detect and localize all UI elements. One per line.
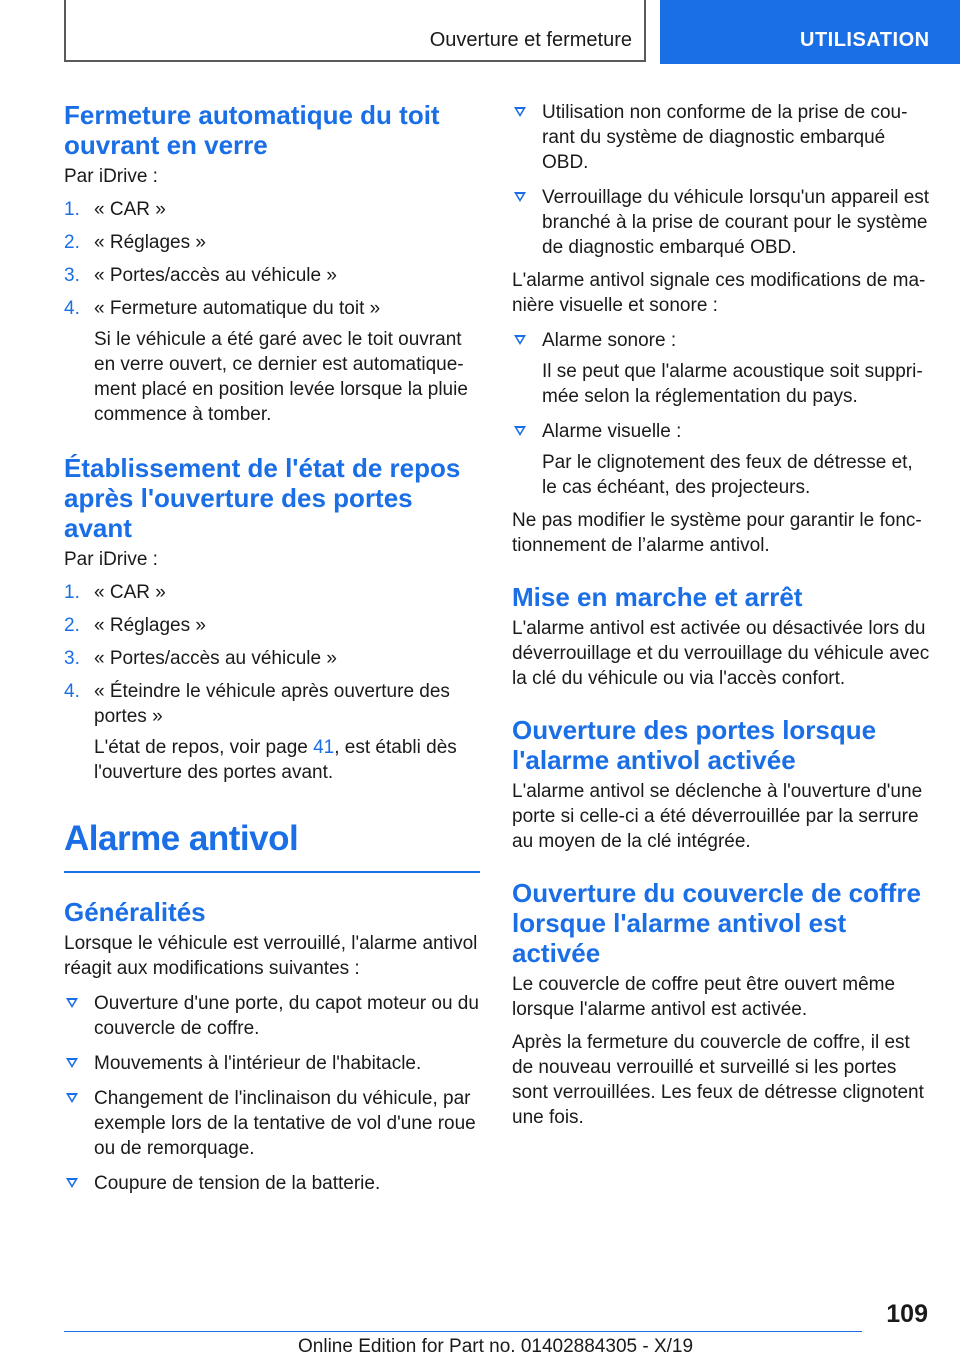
page-number: 109: [886, 1300, 928, 1328]
list-item: Coupure de tension de la batterie.: [64, 1171, 480, 1196]
heading-etat-repos: Établissement de l'état de repos après l'ouverture des portes avant: [64, 453, 461, 543]
step: 4. « Éteindre le véhicule après ouverture des portes » L'état de repos, voir page 41, est établi dès l'ouverture des portes avant.: [64, 679, 480, 785]
chapter-name: UTILISATION: [800, 29, 930, 51]
page-header: [0, 0, 960, 64]
edition-footer: Online Edition for Part no. 01402884305 - X/19: [298, 1336, 694, 1357]
triangle-bullet-icon: [66, 1093, 78, 1103]
chapter-tab: [660, 0, 960, 64]
page-link[interactable]: 41: [313, 737, 335, 758]
right-column: [512, 100, 932, 1130]
triangle-bullet-icon: [514, 192, 526, 202]
step: 3. « Portes/accès au véhicule »: [64, 265, 337, 286]
steps-list: [64, 197, 480, 427]
bullet-list: [512, 328, 932, 500]
paragraph: Lorsque le véhicule est verrouillé, l'alarme antivol réagit aux modifications suivantes :: [64, 933, 478, 979]
list-item: Verrouillage du véhicule lorsqu'un appareil est branché à la prise de courant pour le système de diagnostic embarqué OBD.: [512, 185, 932, 260]
step-note: L'état de repos, voir page 41, est établi dès l'ouverture des portes avant.: [94, 737, 457, 783]
section-name: Ouverture et fermeture: [429, 29, 632, 51]
list-item: Ouverture d'une porte, du capot moteur ou du couvercle de coffre.: [64, 991, 480, 1041]
chapter-rule: [64, 871, 480, 873]
step: 4. « Fermeture automatique du toit » Si le véhicule a été garé avec le toit ouvrant en verre ouvert, ce dernier est automatique-ment placé en position levée lorsque la pluie commence à tomber.: [64, 296, 480, 427]
triangle-bullet-icon: [66, 998, 78, 1008]
heading-mise-en-marche: Mise en marche et arrêt: [512, 582, 803, 612]
heading-ouverture-portes: Ouverture des portes lorsque l'alarme antivol activée: [512, 715, 877, 775]
triangle-bullet-icon: [514, 335, 526, 345]
bullet-list: [512, 100, 932, 260]
step: 2. « Réglages »: [64, 232, 206, 253]
intro: Par iDrive :: [64, 549, 158, 570]
paragraph: L'alarme antivol est activée ou désactivée lors du déverrouillage et du verrouillage du véhicule avec la clé du véhicule ou via l'accès confort.: [512, 618, 930, 689]
paragraph: L'alarme antivol se déclenche à l'ouverture d'une porte si celle-ci a été déverrouillée par la serrure au moyen de la clé intégrée.: [512, 781, 923, 852]
footer-rule: [64, 1331, 862, 1332]
step: 3. « Portes/accès au véhicule »: [64, 648, 337, 669]
heading-toit-ouvrant: Fermeture automatique du toit ouvrant en verre: [64, 100, 440, 160]
triangle-bullet-icon: [66, 1178, 78, 1188]
paragraph: Après la fermeture du couvercle de coffre, il est de nouveau verrouillé et surveillé si les portes sont verrouillées. Les feux de détresse clignotent une fois.: [512, 1032, 924, 1128]
list-item: Alarme sonore : Il se peut que l'alarme acoustique soit suppri-mée selon la réglementation du pays.: [512, 328, 932, 409]
list-item: Alarme visuelle : Par le clignotement des feux de détresse et, le cas échéant, des projecteurs.: [512, 419, 932, 500]
heading-ouverture-coffre: Ouverture du couvercle de coffre lorsque l'alarme antivol est activée: [512, 878, 921, 968]
triangle-bullet-icon: [514, 426, 526, 436]
triangle-bullet-icon: [514, 107, 526, 117]
paragraph: Ne pas modifier le système pour garantir le fonc-tionnement de l’alarme antivol.: [512, 510, 922, 556]
step: 1. « CAR »: [64, 199, 166, 220]
step: 2. « Réglages »: [64, 615, 206, 636]
intro: Par iDrive :: [64, 166, 158, 187]
triangle-bullet-icon: [66, 1058, 78, 1068]
list-item: Mouvements à l'intérieur de l'habitacle.: [64, 1051, 480, 1076]
step: 1. « CAR »: [64, 582, 166, 603]
list-item: Utilisation non conforme de la prise de cou-rant du système de diagnostic embarqué OBD.: [512, 100, 932, 175]
steps-list: [64, 580, 480, 785]
list-item: Changement de l'inclinaison du véhicule, par exemple lors de la tentative de vol d'une roue ou de remorquage.: [64, 1086, 480, 1161]
section-tab: [64, 0, 646, 62]
left-column: [64, 100, 480, 1196]
step-note: Si le véhicule a été garé avec le toit ouvrant en verre ouvert, ce dernier est automatique-ment placé en position levée lorsque la pluie commence à tomber.: [94, 329, 468, 425]
paragraph: Le couvercle de coffre peut être ouvert même lorsque l'alarme antivol est activée.: [512, 974, 896, 1020]
bullet-list: [64, 991, 480, 1196]
heading-generalites: Généralités: [64, 897, 206, 927]
chapter-title: Alarme antivol: [64, 819, 299, 858]
paragraph: L'alarme antivol signale ces modifications de ma-nière visuelle et sonore :: [512, 270, 926, 316]
